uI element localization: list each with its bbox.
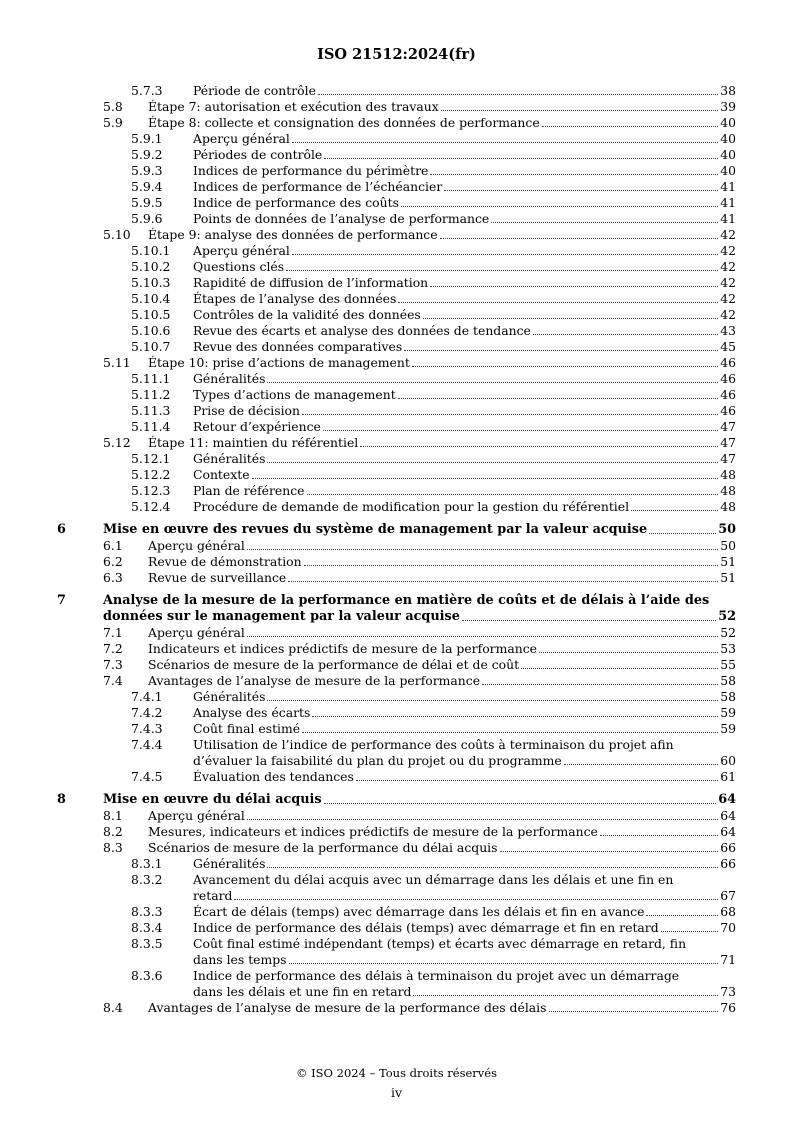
toc-dot-leader (318, 94, 718, 95)
toc-entry-page: 40 (720, 115, 736, 130)
toc-entry-page: 66 (720, 856, 736, 871)
toc-entry-number: 7.4.2 (131, 705, 163, 720)
toc-entry-number: 5.9 (103, 115, 123, 130)
toc-dot-leader (404, 350, 718, 351)
toc-entry-number: 5.10 (103, 227, 131, 242)
toc-entry-number: 5.9.1 (131, 131, 163, 146)
toc-entry-number: 6.3 (103, 570, 123, 585)
toc-entry-title-continued: données sur le management par la valeur acquise (103, 609, 460, 624)
toc-entry[interactable] (0, 307, 793, 323)
toc-entry-page: 38 (720, 83, 736, 98)
toc-entry[interactable] (0, 227, 793, 243)
toc-dot-leader (500, 851, 718, 852)
toc-dot-leader (324, 158, 718, 159)
toc-entry-number: 8.3.2 (131, 872, 163, 887)
toc-entry-page: 58 (720, 689, 736, 704)
toc-entry-page: 68 (720, 904, 736, 919)
toc-entry-title: Coût final estimé indépendant (temps) et écarts avec démarrage en retard, fin (193, 936, 687, 951)
toc-entry-title: Étape 11: maintien du référentiel (148, 435, 359, 450)
copyright-notice: © ISO 2024 – Tous droits réservés (295, 1066, 497, 1080)
toc-entry-number: 7.4.3 (131, 721, 163, 736)
toc-entry-title: Revue des données comparatives (193, 339, 403, 354)
toc-dot-leader (631, 510, 718, 511)
toc-dot-leader (549, 1011, 718, 1012)
toc-dot-leader (542, 126, 718, 127)
toc-entry[interactable] (0, 705, 793, 721)
toc-dot-leader (292, 254, 718, 255)
toc-entry-title: Aperçu général (148, 808, 245, 823)
toc-entry-number: 5.12.1 (131, 451, 171, 466)
toc-entry-number: 5.12 (103, 435, 131, 450)
toc-entry-page: 43 (720, 323, 736, 338)
toc-entry-title: Avancement du délai acquis avec un démarrage dans les délais et une fin en (193, 872, 674, 887)
toc-entry-page: 47 (720, 419, 736, 434)
toc-entry-page: 73 (720, 984, 736, 999)
toc-entry-number: 5.12.4 (131, 499, 171, 514)
toc-entry[interactable] (0, 689, 793, 705)
toc-entry-title: Scénarios de mesure de la performance de délai et de coût (148, 657, 520, 672)
toc-entry[interactable] (0, 323, 793, 339)
toc-entry-title: Indice de performance des délais (temps) avec démarrage et fin en retard (193, 920, 659, 935)
toc-entry-title: Points de données de l’analyse de performance (193, 211, 490, 226)
toc-entry-page: 48 (720, 467, 736, 482)
toc-entry-number: 7 (57, 593, 66, 608)
toc-entry-number: 5.7.3 (131, 83, 163, 98)
toc-entry[interactable] (0, 856, 793, 872)
toc-entry-number: 5.9.3 (131, 163, 163, 178)
toc-entry[interactable] (0, 275, 793, 291)
toc-entry-number: 7.4.1 (131, 689, 163, 704)
toc-entry-title: Généralités (193, 371, 266, 386)
toc-entry-page: 39 (720, 99, 736, 114)
toc-entry-page: 61 (720, 769, 736, 784)
toc-dot-leader (302, 414, 718, 415)
toc-entry[interactable] (0, 538, 793, 554)
toc-entry-page: 71 (720, 952, 736, 967)
toc-dot-leader (441, 110, 718, 111)
toc-dot-leader (600, 835, 718, 836)
toc-entry-page: 66 (720, 840, 736, 855)
toc-entry-title: Plan de référence (193, 483, 305, 498)
toc-entry-page: 40 (720, 147, 736, 162)
toc-entry-page: 64 (720, 824, 736, 839)
toc-entry[interactable] (0, 570, 793, 586)
toc-entry-page: 53 (720, 641, 736, 656)
toc-dot-leader (324, 803, 716, 804)
toc-entry-number: 5.11.4 (131, 419, 171, 434)
toc-entry-title: Coût final estimé (193, 721, 301, 736)
toc-entry[interactable] (0, 968, 793, 1000)
toc-entry[interactable] (0, 872, 793, 904)
toc-entry[interactable] (0, 195, 793, 211)
toc-entry-number: 5.9.6 (131, 211, 163, 226)
toc-dot-leader (661, 931, 718, 932)
toc-entry[interactable] (0, 920, 793, 936)
toc-entry[interactable] (0, 243, 793, 259)
toc-entry[interactable] (0, 99, 793, 115)
toc-entry-page: 40 (720, 131, 736, 146)
toc-entry-title: Mesures, indicateurs et indices prédictifs de mesure de la performance (148, 824, 598, 839)
toc-entry-page: 42 (720, 227, 736, 242)
toc-entry-number: 7.4.4 (131, 737, 163, 752)
toc-dot-leader (292, 142, 718, 143)
toc-entry-number: 8 (57, 792, 66, 807)
toc-dot-leader (302, 732, 718, 733)
toc-entry-page: 59 (720, 705, 736, 720)
toc-entry[interactable] (0, 483, 793, 499)
toc-entry-number: 8.3.1 (131, 856, 163, 871)
toc-dot-leader (423, 318, 718, 319)
toc-entry-number: 6.1 (103, 538, 123, 553)
toc-entry-number: 5.10.1 (131, 243, 171, 258)
toc-entry[interactable] (0, 593, 793, 625)
toc-entry[interactable] (0, 147, 793, 163)
toc-entry-title: Indice de performance des délais à terminaison du projet avec un démarrage (193, 968, 680, 983)
toc-entry[interactable] (0, 792, 793, 808)
toc-dot-leader (267, 462, 718, 463)
toc-entry-title-continued: dans les délais et une fin en retard (193, 984, 412, 999)
toc-entry-page: 55 (720, 657, 736, 672)
toc-entry[interactable] (0, 721, 793, 737)
toc-entry-title: Utilisation de l’indice de performance des coûts à terminaison du projet afin (193, 737, 674, 752)
toc-entry-number: 8.3 (103, 840, 123, 855)
toc-dot-leader (247, 636, 718, 637)
toc-entry-number: 6.2 (103, 554, 123, 569)
toc-dot-leader (491, 222, 718, 223)
toc-entry-page: 67 (720, 888, 736, 903)
toc-entry-page: 40 (720, 163, 736, 178)
toc-dot-leader (323, 430, 718, 431)
toc-entry-page: 47 (720, 435, 736, 450)
toc-entry-title: Indices de performance de l’échéancier (193, 179, 443, 194)
toc-dot-leader (247, 819, 718, 820)
toc-entry-title: Procédure de demande de modification pour la gestion du référentiel (193, 499, 630, 514)
toc-entry[interactable] (0, 435, 793, 451)
toc-dot-leader (430, 286, 718, 287)
toc-dot-leader (307, 494, 718, 495)
toc-entry-title: Types d’actions de management (193, 387, 396, 402)
toc-entry-title: Analyse des écarts (193, 705, 311, 720)
toc-entry[interactable] (0, 625, 793, 641)
toc-entry-title: Étape 8: collecte et consignation des données de performance (148, 115, 540, 130)
toc-entry[interactable] (0, 904, 793, 920)
toc-entry-title-continued: d’évaluer la faisabilité du plan du projet ou du programme (193, 753, 562, 768)
toc-entry-title: Étape 9: analyse des données de performance (148, 227, 438, 242)
toc-entry-title: Étapes de l’analyse des données (193, 291, 397, 306)
toc-entry-title: Généralités (193, 451, 266, 466)
toc-entry[interactable] (0, 371, 793, 387)
toc-entry-number: 5.9.2 (131, 147, 163, 162)
toc-entry-number: 8.1 (103, 808, 123, 823)
toc-entry-page: 48 (720, 499, 736, 514)
toc-entry-page: 64 (720, 808, 736, 823)
toc-dot-leader (444, 190, 718, 191)
toc-entry-title: Période de contrôle (193, 83, 316, 98)
toc-entry-page: 42 (720, 291, 736, 306)
toc-entry[interactable] (0, 339, 793, 355)
toc-dot-leader (649, 533, 716, 534)
toc-entry-title: Mise en œuvre des revues du système de management par la valeur acquise (103, 522, 648, 537)
toc-entry-number: 7.1 (103, 625, 123, 640)
toc-entry-page: 42 (720, 243, 736, 258)
toc-entry-number: 5.10.5 (131, 307, 171, 322)
toc-entry[interactable] (0, 554, 793, 570)
toc-entry-number: 8.3.3 (131, 904, 163, 919)
toc-dot-leader (267, 382, 718, 383)
toc-entry[interactable] (0, 291, 793, 307)
document-header: ISO 21512:2024(fr) (317, 46, 476, 63)
toc-entry-title: Évaluation des tendances (193, 769, 354, 784)
toc-entry[interactable] (0, 808, 793, 824)
toc-entry-number: 5.10.4 (131, 291, 171, 306)
toc-entry-page: 41 (720, 211, 736, 226)
toc-entry-page: 50 (718, 522, 736, 537)
toc-entry-number: 5.9.5 (131, 195, 163, 210)
toc-entry-title: Avantages de l’analyse de mesure de la performance (148, 673, 481, 688)
toc-entry[interactable] (0, 499, 793, 515)
toc-entry-page: 42 (720, 259, 736, 274)
toc-dot-leader (401, 206, 718, 207)
toc-entry-title: Étape 7: autorisation et exécution des travaux (148, 99, 439, 114)
toc-entry-number: 5.11 (103, 355, 131, 370)
toc-dot-leader (267, 867, 718, 868)
toc-entry-number: 5.11.1 (131, 371, 171, 386)
toc-dot-leader (360, 446, 718, 447)
toc-dot-leader (462, 620, 716, 621)
toc-entry-page: 41 (720, 179, 736, 194)
toc-entry-title: Généralités (193, 689, 266, 704)
toc-entry-title: Analyse de la mesure de la performance en matière de coûts et de délais à l’aide des (103, 593, 710, 608)
toc-entry[interactable] (0, 522, 793, 538)
toc-entry[interactable] (0, 451, 793, 467)
toc-dot-leader (312, 716, 718, 717)
toc-entry[interactable] (0, 403, 793, 419)
toc-dot-leader (398, 302, 718, 303)
toc-entry[interactable] (0, 83, 793, 99)
toc-entry[interactable] (0, 115, 793, 131)
toc-dot-leader (564, 764, 718, 765)
toc-entry-number: 5.10.3 (131, 275, 171, 290)
toc-entry-title: Étape 10: prise d’actions de management (148, 355, 410, 370)
toc-entry[interactable] (0, 387, 793, 403)
toc-entry[interactable] (0, 936, 793, 968)
toc-entry-title: Contexte (193, 467, 250, 482)
toc-entry-number: 7.3 (103, 657, 123, 672)
toc-entry-number: 5.9.4 (131, 179, 163, 194)
toc-entry-page: 58 (720, 673, 736, 688)
toc-dot-leader (412, 366, 718, 367)
toc-entry-title: Revue de démonstration (148, 554, 302, 569)
toc-dot-leader (482, 684, 718, 685)
toc-entry-title: Scénarios de mesure de la performance du délai acquis (148, 840, 498, 855)
toc-entry-page: 52 (720, 625, 736, 640)
toc-dot-leader (413, 995, 718, 996)
toc-dot-leader (247, 549, 718, 550)
toc-entry-title: Questions clés (193, 259, 285, 274)
toc-entry-title: Indicateurs et indices prédictifs de mesure de la performance (148, 641, 537, 656)
toc-entry-page: 70 (720, 920, 736, 935)
toc-entry-number: 5.11.3 (131, 403, 171, 418)
toc-dot-leader (521, 668, 718, 669)
toc-entry-title: Prise de décision (193, 403, 300, 418)
toc-dot-leader (646, 915, 718, 916)
toc-entry-title: Avantages de l’analyse de mesure de la performance des délais (148, 1000, 547, 1015)
toc-entry[interactable] (0, 163, 793, 179)
toc-entry[interactable] (0, 355, 793, 371)
toc-entry-number: 8.3.5 (131, 936, 163, 951)
toc-entry-title: Revue des écarts et analyse des données de tendance (193, 323, 531, 338)
toc-entry-number: 8.3.4 (131, 920, 163, 935)
toc-dot-leader (304, 565, 718, 566)
toc-entry-number: 7.4 (103, 673, 123, 688)
toc-entry-title-continued: retard (193, 888, 233, 903)
toc-entry[interactable] (0, 259, 793, 275)
toc-dot-leader (398, 398, 718, 399)
toc-entry-title: Mise en œuvre du délai acquis (103, 792, 322, 807)
toc-entry-page: 45 (720, 339, 736, 354)
toc-entry[interactable] (0, 419, 793, 435)
toc-entry-number: 7.4.5 (131, 769, 163, 784)
toc-dot-leader (533, 334, 718, 335)
toc-entry-page: 48 (720, 483, 736, 498)
toc-entry-number: 5.11.2 (131, 387, 171, 402)
toc-entry-title: Aperçu général (193, 243, 290, 258)
toc-entry-title: Généralités (193, 856, 266, 871)
toc-entry-page: 60 (720, 753, 736, 768)
toc-dot-leader (267, 700, 718, 701)
toc-dot-leader (430, 174, 718, 175)
toc-entry[interactable] (0, 673, 793, 689)
toc-entry[interactable] (0, 769, 793, 785)
toc-entry[interactable] (0, 131, 793, 147)
toc-entry-page: 47 (720, 451, 736, 466)
toc-dot-leader (288, 581, 718, 582)
toc-entry[interactable] (0, 840, 793, 856)
toc-entry-title: Périodes de contrôle (193, 147, 323, 162)
toc-entry[interactable] (0, 657, 793, 673)
toc-entry-page: 51 (720, 570, 736, 585)
toc-entry-page: 59 (720, 721, 736, 736)
toc-entry-page: 42 (720, 275, 736, 290)
toc-entry-title: Écart de délais (temps) avec démarrage dans les délais et fin en avance (193, 904, 645, 919)
toc-entry-page: 76 (720, 1000, 736, 1015)
toc-entry[interactable] (0, 467, 793, 483)
toc-dot-leader (356, 780, 718, 781)
toc-entry-page: 52 (718, 609, 736, 624)
toc-entry-title: Rapidité de diffusion de l’information (193, 275, 429, 290)
toc-entry-number: 5.8 (103, 99, 123, 114)
toc-entry-page: 42 (720, 307, 736, 322)
toc-entry-title: Indices de performance du périmètre (193, 163, 429, 178)
toc-dot-leader (286, 270, 718, 271)
toc-entry-title: Contrôles de la validité des données (193, 307, 421, 322)
toc-entry-title: Revue de surveillance (148, 570, 287, 585)
toc-entry-page: 46 (720, 387, 736, 402)
toc-entry[interactable] (0, 824, 793, 840)
toc-dot-leader (289, 963, 718, 964)
page-number: iv (390, 1085, 403, 1100)
toc-entry[interactable] (0, 641, 793, 657)
toc-entry-number: 5.12.2 (131, 467, 171, 482)
toc-entry-title: Indice de performance des coûts (193, 195, 399, 210)
toc-entry-number: 5.10.7 (131, 339, 171, 354)
toc-entry[interactable] (0, 1000, 793, 1016)
toc-entry-title: Aperçu général (148, 625, 245, 640)
toc-entry[interactable] (0, 179, 793, 195)
toc-entry-number: 7.2 (103, 641, 123, 656)
toc-entry[interactable] (0, 211, 793, 227)
toc-entry[interactable] (0, 737, 793, 769)
toc-dot-leader (440, 238, 718, 239)
toc-entry-number: 5.10.2 (131, 259, 171, 274)
toc-entry-title: Aperçu général (148, 538, 245, 553)
toc-entry-number: 6 (57, 522, 66, 537)
toc-dot-leader (234, 899, 718, 900)
toc-entry-number: 8.3.6 (131, 968, 163, 983)
toc-entry-page: 41 (720, 195, 736, 210)
toc-entry-title: Retour d’expérience (193, 419, 321, 434)
toc-entry-number: 8.4 (103, 1000, 123, 1015)
toc-entry-page: 51 (720, 554, 736, 569)
toc-entry-number: 8.2 (103, 824, 123, 839)
toc-entry-title-continued: dans les temps (193, 952, 287, 967)
toc-entry-page: 64 (718, 792, 736, 807)
toc-entry-page: 46 (720, 403, 736, 418)
toc-entry-number: 5.10.6 (131, 323, 171, 338)
toc-dot-leader (252, 478, 718, 479)
toc-entry-page: 46 (720, 355, 736, 370)
toc-entry-page: 50 (720, 538, 736, 553)
toc-entry-title: Aperçu général (193, 131, 290, 146)
toc-entry-number: 5.12.3 (131, 483, 171, 498)
toc-entry-page: 46 (720, 371, 736, 386)
toc-dot-leader (539, 652, 718, 653)
